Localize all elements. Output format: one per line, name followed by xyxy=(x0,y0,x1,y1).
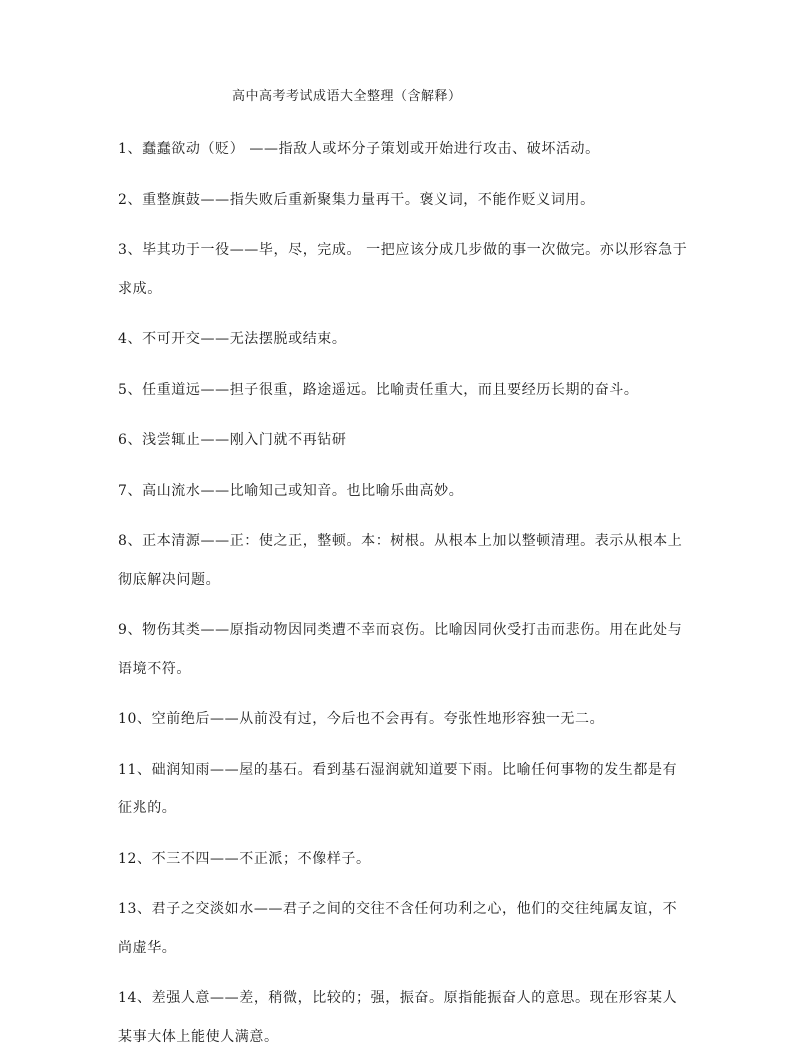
idiom-list xyxy=(118,130,688,1056)
idiom-entry: 8、正本清源——正：使之正，整顿。本：树根。从根本上加以整顿清理。表示从根本上彻底解决问题。 xyxy=(118,533,683,588)
idiom-entry: 12、不三不四——不正派；不像样子。 xyxy=(118,850,371,867)
idiom-entry: 9、物伤其类——原指动物因同类遭不幸而哀伤。比喻因同伙受打击而悲伤。用在此处与语境不符。 xyxy=(118,622,683,677)
idiom-entry: 1、蠢蠢欲动（贬） ——指敌人或坏分子策划或开始进行攻击、破坏活动。 xyxy=(118,141,600,157)
idiom-entry: 2、重整旗鼓——指失败后重新聚集力量再干。褒义词，不能作贬义词用。 xyxy=(118,191,595,208)
document-title: 高中高考考试成语大全整理（含解释） xyxy=(232,89,462,104)
idiom-entry: 6、浅尝辄止——刚入门就不再钻研 xyxy=(118,432,347,448)
idiom-entry: 7、高山流水——比喻知己或知音。也比喻乐曲高妙。 xyxy=(118,482,464,499)
idiom-entry: 11、础润知雨——屋的基石。看到基石湿润就知道要下雨。比喻任何事物的发生都是有征兆的。 xyxy=(118,761,678,816)
idiom-entry: 13、君子之交淡如水——君子之间的交往不含任何功利之心，他们的交往纯属友谊，不尚虚华。 xyxy=(118,901,678,956)
idiom-entry: 3、毕其功于一役——毕，尽，完成。 一把应该分成几步做的事一次做完。亦以形容急于求成。 xyxy=(118,242,688,297)
idiom-entry: 4、不可开交——无法摆脱或结束。 xyxy=(118,331,347,347)
idiom-entry: 14、差强人意——差，稍微，比较的；强，振奋。原指能振奋人的意思。现在形容某人某事大体上能使人满意。 xyxy=(118,990,678,1045)
idiom-entry: 5、任重道远——担子很重，路途遥远。比喻责任重大，而且要经历长期的奋斗。 xyxy=(118,381,639,398)
idiom-entry: 10、空前绝后——从前没有过，今后也不会再有。夸张性地形容独一无二。 xyxy=(118,711,605,727)
